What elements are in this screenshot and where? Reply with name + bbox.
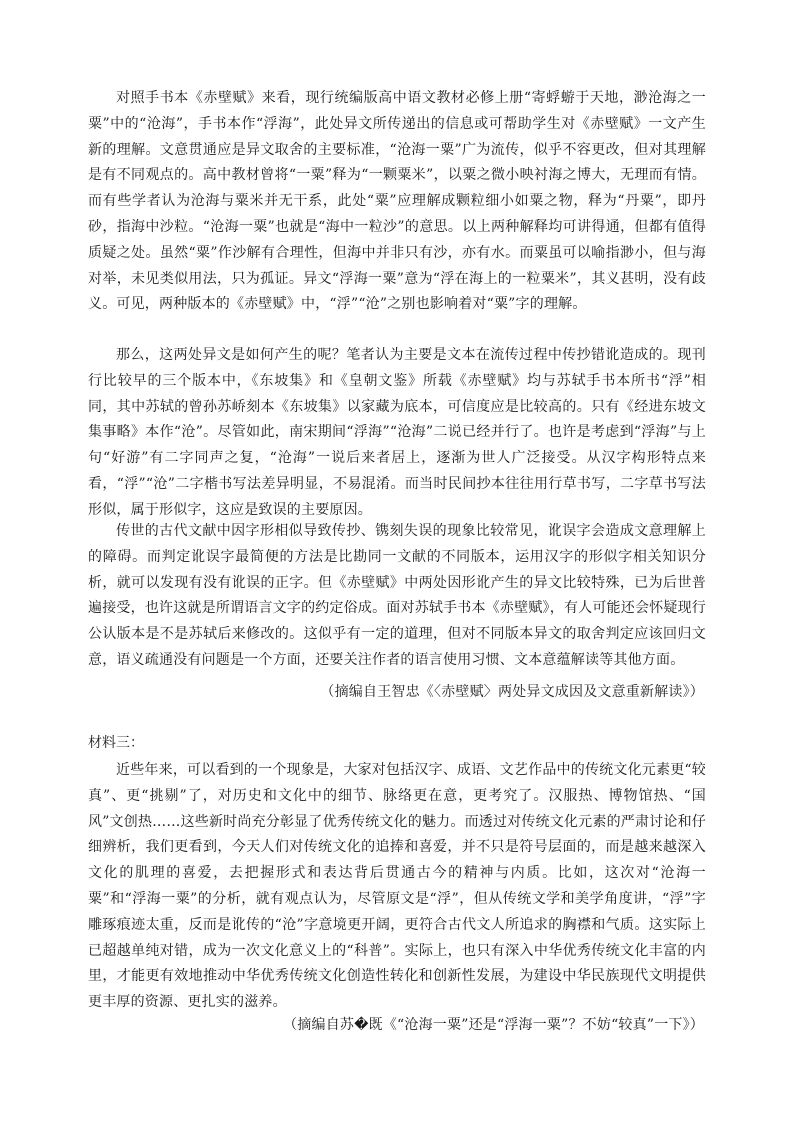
paragraph-2: 那么，这两处异文是如何产生的呢？笔者认为主要是文本在流传过程中传抄错讹造成的。现刊行比较早的三个版本中，《东坡集》和《皇朝文鉴》所载《赤壁赋》均与苏轼手书本所书“浮”相同，其中苏轼的曾孙苏峤刻本《东坡集》以家藏为底本，可信度应是比较高的。只有《经进东坡文集事略》本作“沧”。尽管如此，南宋期间“浮海”“沧海”二说已经并行了。也许是考虑到“浮海”与上句“好游”有二字同声之复，“沧海”一说后来者居上，逐渐为世人广泛接受。从汉字构形特点来看，“浮”“沧”二字楷书写法差异明显，不易混淆。而当时民间抄本往往用行草书写，二字草书写法形似，属于形似字，这应是致误的主要原因。 [88,347,706,518]
paragraph-3: 传世的古代文献中因字形相似导致传抄、镌刻失误的现象比较常见，讹误字会造成文意理解上的障碍。而判定讹误字最简便的方法是比勘同一文献的不同版本，运用汉字的形似字相关知识分析，就可以发现有没有讹误的正字。但《赤壁赋》中两处因形讹产生的异文比较特殊，已为后世普遍接受，也许这就是所谓语言文字的约定俗成。面对苏轼手书本《赤壁赋》，有人可能还会怀疑现行公认版本是不是苏轼后来修改的。这似乎有一定的道理，但对不同版本异文的取舍判定应该回归文意，语义疏通没有问题是一个方面，还要关注作者的语言使用习惯、文本意蕴解读等其他方面。 [88,523,706,668]
section-heading-material-3: 材料三： [88,735,144,751]
source-citation-3: （摘编自苏�既《“沧海一粟”还是“浮海一粟”？不妨“较真”一下》） [283,1017,704,1033]
paragraph-1: 对照手书本《赤壁赋》来看，现行统编版高中语文教材必修上册“寄蜉蝣于天地，渺沧海之一粟”中的“沧海”，手书本作“浮海”，此处异文所传递出的信息或可帮助学生对《赤壁赋》一文产生新的理解。文意贯通应是异文取舍的主要标准，“沧海一粟”广为流传，似乎不容更改，但对其理解是有不同观点的。高中教材曾将“一粟”释为“一颗粟米”，以粟之微小映衬海之博大，无理而有情。而有些学者认为沧海与粟米并无干系，此处“粟”应理解成颗粒细小如粟之物，释为“丹粟”，即丹砂，指海中沙粒。“沧海一粟”也就是“海中一粒沙”的意思。以上两种解释均可讲得通，但都有值得质疑之处。虽然“粟”作沙解有合理性，但海中并非只有沙，亦有水。而粟虽可以喻指渺小，但与海对举，未见类似用法，只为孤证。异文“浮海一粟”意为“浮在海上的一粒粟米”，其义甚明，没有歧义。可见，两种版本的《赤壁赋》中，“浮”“沧”之别也影响着对“粟”字的理解。 [88,90,706,313]
paragraph-material-3: 近些年来，可以看到的一个现象是，大家对包括汉字、成语、文艺作品中的传统文化元素更“较真”、更“挑剔”了，对历史和文化中的细节、脉络更在意，更考究了。汉服热、博物馆热、“国风”文创热……这些新时尚充分彰显了优秀传统文化的魅力。而透过对传统文化元素的严肃讨论和仔细辨析，我们更看到，今天人们对传统文化的追捧和喜爱，并不只是符号层面的，而是越来越深入文化的肌理的喜爱，去把握形式和表达背后贯通古今的精神与内质。比如，这次对“沧海一粟”和“浮海一粟”的分析，就有观点认为，尽管原文是“浮”，但从传统文学和美学角度讲，“浮”字雕琢痕迹太重，反而是讹传的“沧”字意境更开阔，更符合古代文人所追求的胸襟和气质。这实际上已超越单纯对错，成为一次文化意义上的“科普”。实际上，也只有深入中华优秀传统文化丰富的内里，才能更有效地推动中华优秀传统文化创造性转化和创新性发展，为建设中华民族现代文明提供更丰厚的资源、更扎实的滋养。 [88,762,706,1011]
source-citation-1: （摘编自王智忠《〈赤壁赋〉两处异文成因及文意重新解读》） [320,684,704,700]
